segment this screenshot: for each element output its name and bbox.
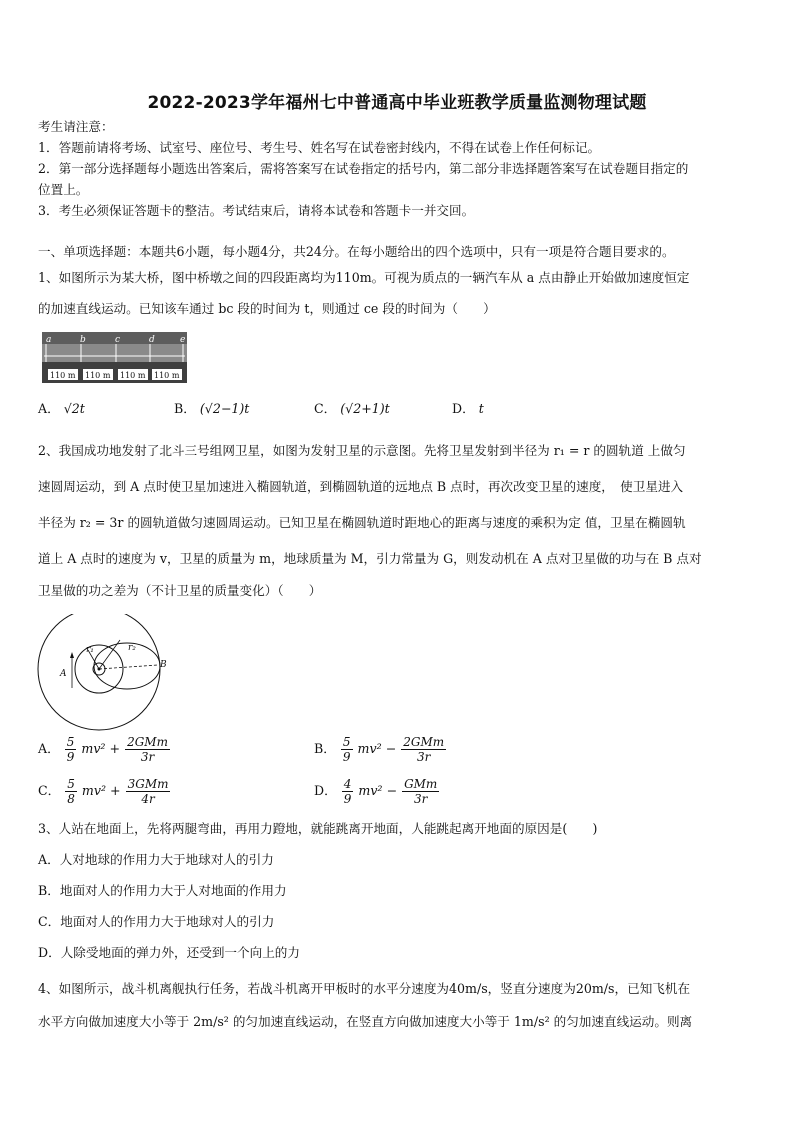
q2-stem-line: 卫星做的功之差为（不计卫星的质量变化）（ ） [38,583,322,598]
q2-option-c: C． $\frac{5}{8}$ mv² + $\frac{\text{3GMm}}{4r}$ [38,777,169,806]
bridge-figure [42,332,187,383]
point-label-d: d [149,335,155,345]
notice-item: 3．考生必须保证答题卡的整洁。考试结束后，请将本试卷和答题卡一并交回。 [38,203,475,218]
q3-stem: 3、人站在地面上，先将两腿弯曲，再用力蹬地，就能跳离开地面，人能跳起离开地面的原因是( ) [38,821,598,836]
notice-heading: 考生请注意： [38,119,114,134]
point-label-c: c [115,335,121,345]
q1-stem-line: 1、如图所示为某大桥，图中桥墩之间的四段距离均为110m。可视为质点的一辆汽车从 a 点由静止开始做加速度恒定 [38,270,690,285]
section-heading: 一、单项选择题：本题共6小题，每小题4分，共24分。在每小题给出的四个选项中，只有一项是符合题目要求的。 [38,244,675,259]
segment-label: 110 m [50,371,76,380]
q2-stem-line: 半径为 r₂ = 3r 的圆轨道做匀速圆周运动。已知卫星在椭圆轨道时距地心的距离与速度的乘积为定 值，卫星在椭圆轨 [38,515,686,530]
q1-stem-line: 的加速直线运动。已知该车通过 bc 段的时间为 t，则通过 ce 段的时间为（ ） [38,301,496,316]
point-label-A: A [60,669,67,679]
radius-label-r2: r₂ [128,643,136,653]
orbit-figure [36,614,174,740]
q1-option-b: B． (√2−1)t [174,401,250,416]
q1-option-c: C． (√2+1)t [314,401,390,416]
point-label-e: e [180,335,186,345]
radius-label-r1: r₁ [86,645,94,655]
q2-stem-line: 道上 A 点时的速度为 v，卫星的质量为 m，地球质量为 M，引力常量为 G，则发动机在 A 点对卫星做的功与在 B 点对 [38,551,702,566]
q2-option-d: D． $\frac{4}{9}$ mv² − $\frac{\text{GMm}}{3r}$ [314,777,438,806]
q2-stem-line: 2、我国成功地发射了北斗三号组网卫星，如图为发射卫星的示意图。先将卫星发射到半径为 r₁ = r 的圆轨道 上做匀 [38,443,686,458]
q2-option-a: A． $\frac{5}{9}$ mv² + $\frac{\text{2GMm}}{3r}$ [38,735,168,764]
q3-option-a: A．人对地球的作用力大于地球对人的引力 [38,852,274,867]
q1-option-a: A． √2t [38,401,85,416]
segment-label: 110 m [120,371,146,380]
q2-stem-line: 速圆周运动，到 A 点时使卫星加速进入椭圆轨道，到椭圆轨道的远地点 B 点时，再次改变卫星的速度， 使卫星进入 [38,479,684,494]
q2-option-b: B． $\frac{5}{9}$ mv² − $\frac{\text{2GMm}}{3r}$ [314,735,445,764]
point-label-a: a [46,335,52,345]
point-label-b: b [80,335,86,345]
notice-item: 位置上。 [38,182,89,197]
segment-label: 110 m [154,371,180,380]
q3-option-c: C．地面对人的作用力大于地球对人的引力 [38,914,275,929]
point-label-B: B [160,660,167,670]
q3-option-b: B．地面对人的作用力大于人对地面的作用力 [38,883,287,898]
notice-item: 1．答题前请将考场、试室号、座位号、考生号、姓名写在试卷密封线内，不得在试卷上作任何标记。 [38,140,601,155]
q4-stem-line: 4、如图所示，战斗机离舰执行任务，若战斗机离开甲板时的水平分速度为40m/s，竖直分速度为20m/s，已知飞机在 [38,981,691,996]
page-title: 2022-2023学年福州七中普通高中毕业班教学质量监测物理试题 [147,93,647,113]
q4-stem-line: 水平方向做加速度大小等于 2m/s² 的匀加速直线运动，在竖直方向做加速度大小等于 1m/s² 的匀加速直线运动。则离 [38,1014,693,1029]
notice-item: 2．第一部分选择题每小题选出答案后，需将答案写在试卷指定的括号内，第二部分非选择题答案写在试卷题目指定的 [38,161,689,176]
segment-label: 110 m [85,371,111,380]
q3-option-d: D．人除受地面的弹力外，还受到一个向上的力 [38,945,300,960]
q1-option-d: D． t [452,401,484,416]
